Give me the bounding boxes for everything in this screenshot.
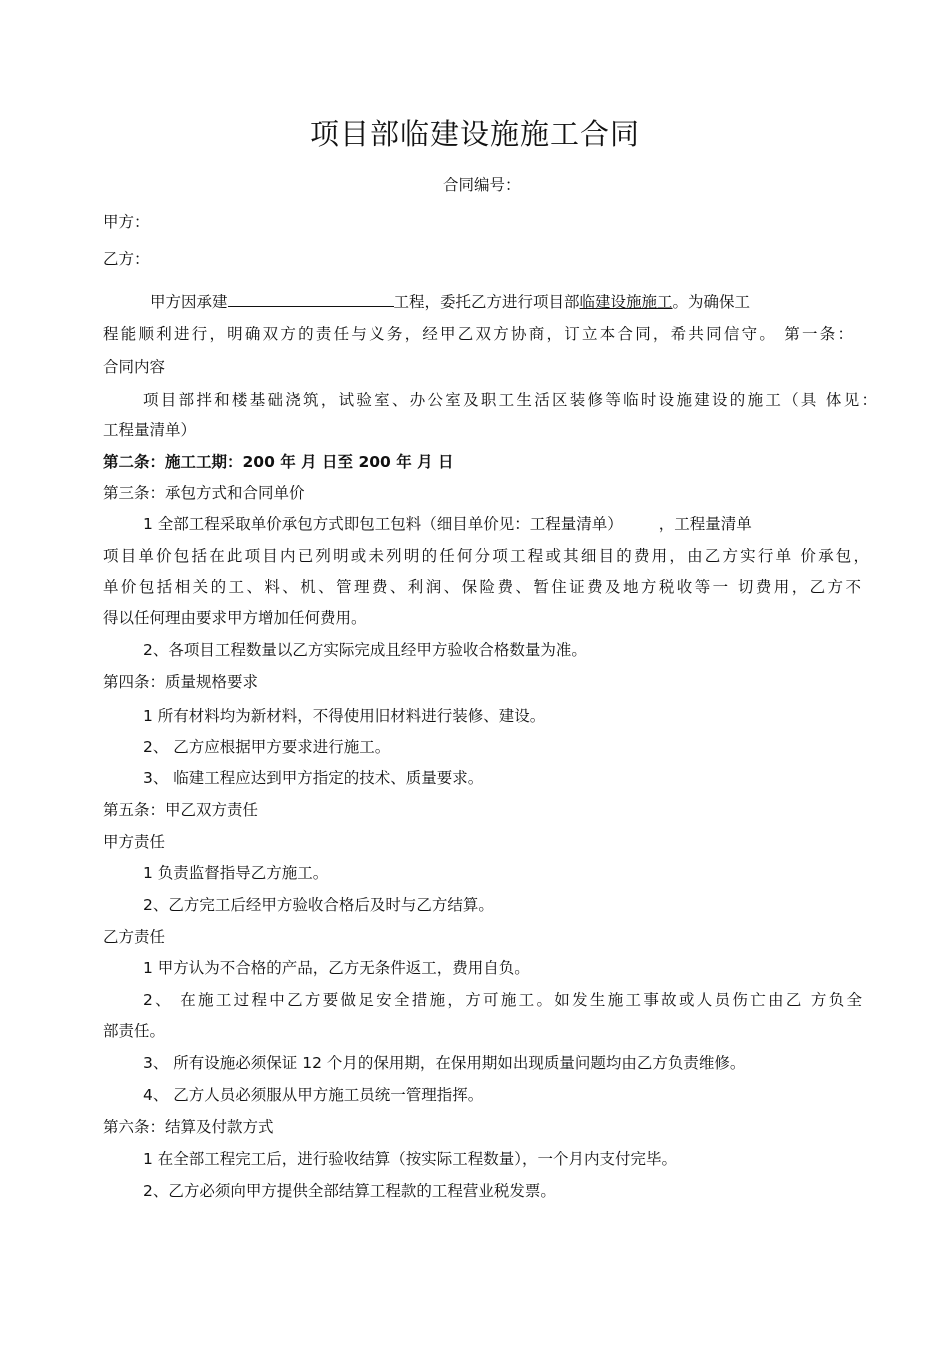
article-3-item-1-line-1 bbox=[143, 514, 752, 534]
party-b-label: 乙方： bbox=[103, 250, 150, 268]
article-3-item-1-part-b: ，工程量清单 bbox=[658, 515, 752, 533]
article-1-content-line-1: 项目部拌和楼基础浇筑，试验室、办公室及职工生活区装修等临时设施建设的施工（具 体见： bbox=[143, 391, 877, 409]
article-4-item-2: 2、 乙方应根据甲方要求进行施工。 bbox=[143, 738, 391, 756]
party-b-responsibility-3: 3、 所有设施必须保证 12 个月的保用期，在保用期如出现质量问题均由乙方负责维修。 bbox=[143, 1054, 746, 1072]
party-b-responsibilities-heading: 乙方责任 bbox=[103, 928, 166, 946]
intro-line-2: 程能顺利进行，明确双方的责任与义务，经甲乙双方协商，订立本合同，希共同信守。 第一条： bbox=[103, 325, 853, 343]
article-3-item-2: 2、各项目工程数量以乙方实际完成且经甲方验收合格数量为准。 bbox=[143, 641, 587, 659]
article-6-item-2: 2、乙方必须向甲方提供全部结算工程款的工程营业税发票。 bbox=[143, 1182, 556, 1200]
article-4-item-1: 1 所有材料均为新材料，不得使用旧材料进行装修、建设。 bbox=[143, 707, 546, 725]
article-5-heading: 第五条：甲乙双方责任 bbox=[103, 801, 259, 819]
party-b-responsibility-2-line-1: 2、 在施工过程中乙方要做足安全措施，方可施工。如发生施工事故或人员伤亡由乙 方负全 bbox=[143, 991, 862, 1009]
article-3-item-1-line-2: 项目单价包括在此项目内已列明或未列明的任何分项工程或其细目的费用，由乙方实行单 价承包， bbox=[103, 547, 869, 565]
party-a-responsibilities-heading: 甲方责任 bbox=[103, 833, 166, 851]
party-b-responsibility-1: 1 甲方认为不合格的产品，乙方无条件返工，费用自负。 bbox=[143, 959, 530, 977]
intro-text-mid: 工程，委托乙方进行项目部 bbox=[393, 293, 580, 311]
article-1-content-line-2: 工程量清单） bbox=[103, 421, 197, 439]
intro-text-post: 。为确保工 bbox=[672, 293, 751, 311]
article-3-item-1-line-3: 单价包括相关的工、料、机、管理费、利润、保险费、暂住证费及地方税收等一 切费用，乙方不 bbox=[103, 578, 861, 596]
party-b-responsibility-4: 4、 乙方人员必须服从甲方施工员统一管理指挥。 bbox=[143, 1086, 484, 1104]
article-4-item-3: 3、 临建工程应达到甲方指定的技术、质量要求。 bbox=[143, 769, 484, 787]
article-3-item-1-line-4: 得以任何理由要求甲方增加任何费用。 bbox=[103, 609, 367, 627]
intro-text-pre: 甲方因承建 bbox=[150, 293, 228, 311]
party-a-responsibility-1: 1 负责监督指导乙方施工。 bbox=[143, 864, 329, 882]
article-6-item-1: 1 在全部工程完工后，进行验收结算（按实际工程数量），一个月内支付完毕。 bbox=[143, 1150, 678, 1168]
article-1-heading: 合同内容 bbox=[103, 358, 166, 376]
article-3-heading: 第三条：承包方式和合同单价 bbox=[103, 484, 305, 502]
document-title: 项目部临建设施施工合同 bbox=[309, 117, 640, 151]
party-b-responsibility-2-line-2: 部责任。 bbox=[103, 1022, 166, 1040]
article-2-construction-period: 第二条：施工工期：200 年 月 日至 200 年 月 日 bbox=[103, 453, 454, 471]
party-a-responsibility-2: 2、乙方完工后经甲方验收合格后及时与乙方结算。 bbox=[143, 896, 494, 914]
intro-line-1 bbox=[150, 291, 750, 312]
contract-number-label: 合同编号： bbox=[443, 176, 521, 194]
intro-underlined-text: 临建设施施工 bbox=[579, 293, 673, 311]
article-6-heading: 第六条：结算及付款方式 bbox=[103, 1118, 274, 1136]
project-name-blank bbox=[228, 291, 394, 307]
article-4-heading: 第四条：质量规格要求 bbox=[103, 673, 259, 691]
party-a-label: 甲方： bbox=[103, 213, 150, 231]
article-3-item-1-part-a: 1 全部工程采取单价承包方式即包工包料（细目单价见：工程量清单） bbox=[143, 515, 623, 533]
